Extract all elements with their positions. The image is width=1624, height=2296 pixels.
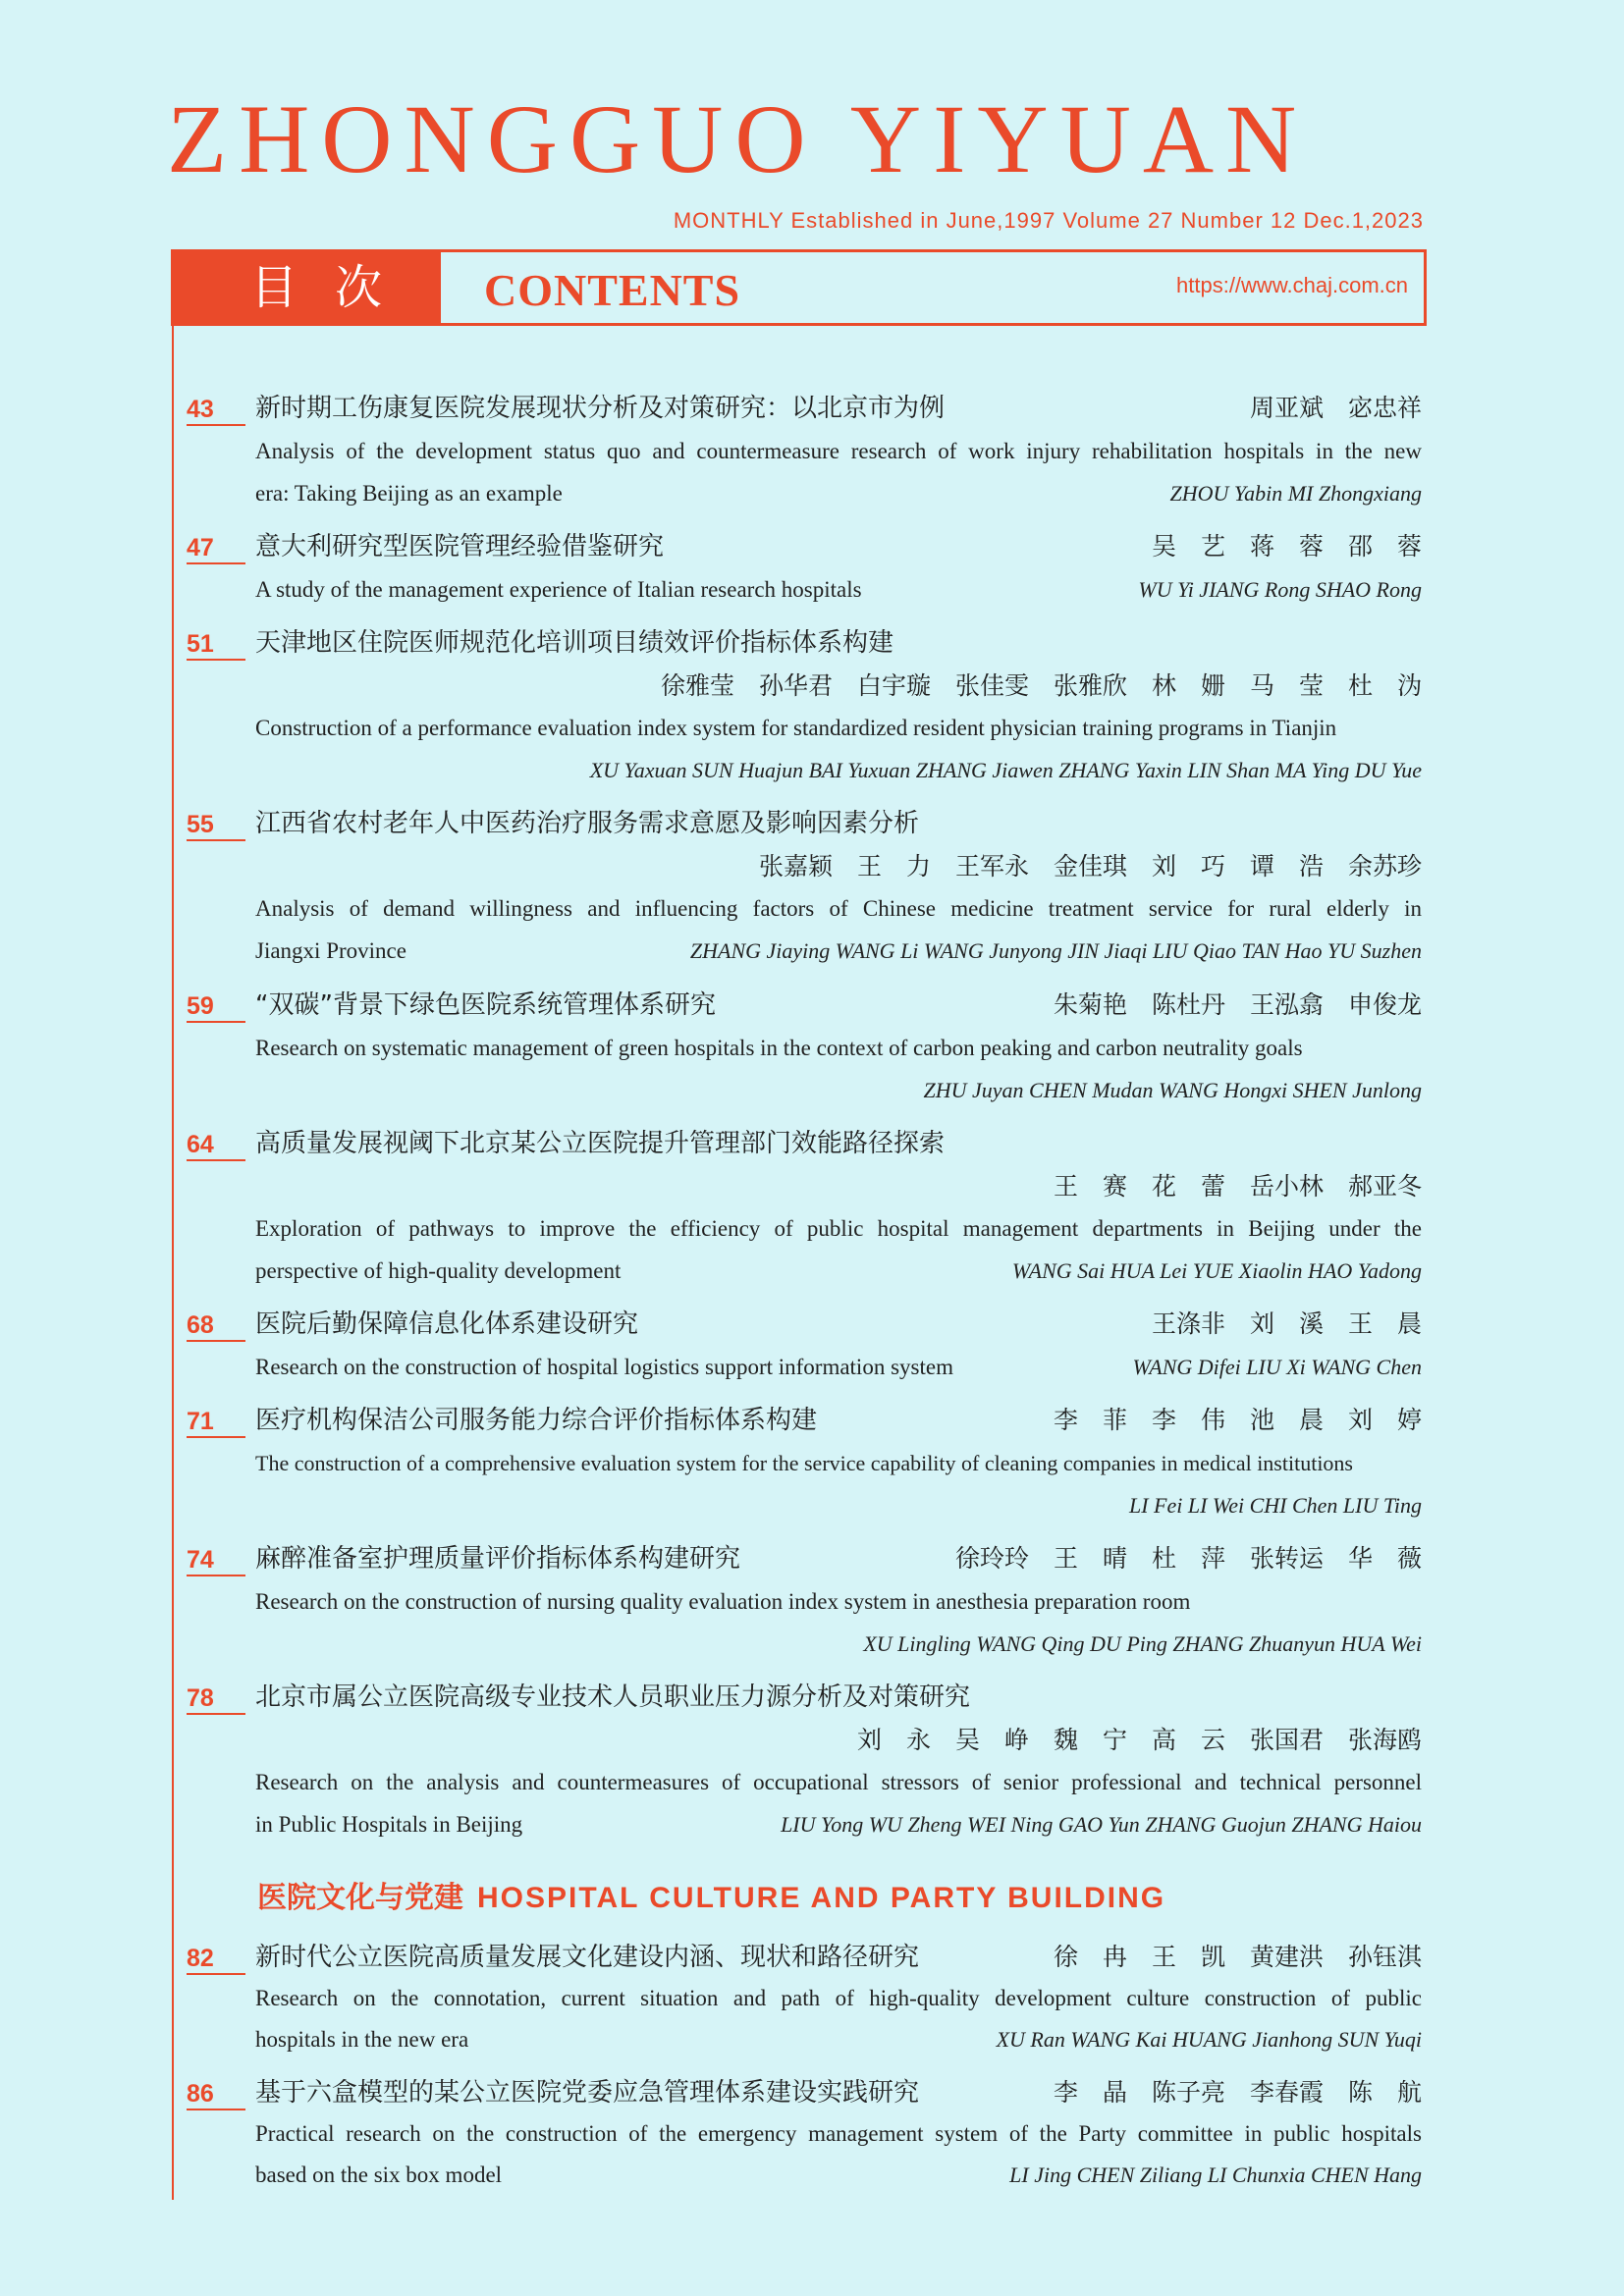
en-authors: WU Yi JIANG Rong SHAO Rong [1138, 577, 1422, 602]
en-title: Analysis of the development status quo and countermeasure research of work injury rehabilitation hospitals in the new [255, 439, 1422, 463]
page-number: 64 [187, 1130, 245, 1161]
page-number: 74 [187, 1545, 245, 1576]
page-number: 55 [187, 810, 245, 841]
en-title: Practical research on the construction of the emergency management system of the Party committee in public hospitals [255, 2121, 1422, 2146]
zh-authors: 张嘉颖 王 力 王军永 金佳琪 刘 巧 谭 浩 余苏珍 [758, 852, 1422, 881]
en-authors: ZHU Juyan CHEN Mudan WANG Hongxi SHEN Junlong [923, 1078, 1422, 1102]
zh-title: 北京市属公立医院高级专业技术人员职业压力源分析及对策研究 [255, 1682, 971, 1712]
en-title-cont: based on the six box model [255, 2163, 503, 2187]
left-rule [172, 323, 174, 2200]
en-title: Analysis of demand willingness and influencing factors of Chinese medicine treatment service for rural elderly in [255, 896, 1422, 921]
zh-authors: 徐雅莹 孙华君 白宇璇 张佳雯 张雅欣 林 姗 马 莹 杜 沩 [660, 671, 1422, 700]
en-authors: WANG Difei LIU Xi WANG Chen [1132, 1355, 1422, 1379]
page-number: 51 [187, 629, 245, 661]
en-title: Exploration of pathways to improve the efficiency of public hospital management departments in Beijing under the [255, 1216, 1422, 1241]
en-authors: ZHANG Jiaying WANG Li WANG Junyong JIN Jiaqi LIU Qiao TAN Hao YU Suzhen [689, 938, 1422, 963]
banner-en-title: CONTENTS [484, 265, 741, 315]
journal-masthead: ZHONGGUO YIYUAN [167, 84, 1309, 193]
zh-title: 高质量发展视阈下北京某公立医院提升管理部门效能路径探索 [255, 1129, 946, 1158]
page-number: 68 [187, 1310, 245, 1342]
page-number: 43 [187, 395, 245, 426]
page-number: 82 [187, 1944, 245, 1975]
zh-title: 医疗机构保洁公司服务能力综合评价指标体系构建 [255, 1406, 818, 1435]
en-title-cont: Jiangxi Province [255, 938, 406, 963]
zh-authors: 吴 艺 蒋 蓉 邵 蓉 [1151, 532, 1422, 561]
zh-authors: 刘 永 吴 峥 魏 宁 高 云 张国君 张海鸥 [856, 1726, 1422, 1754]
zh-title: 意大利研究型医院管理经验借鉴研究 [255, 532, 665, 561]
zh-title: 医院后勤保障信息化体系建设研究 [255, 1309, 639, 1339]
en-title: The construction of a comprehensive evaluation system for the service capability of cleaning companies in medical institutions [255, 1451, 1353, 1475]
en-title: Research on the connotation, current situation and path of high-quality development culture construction of public [255, 1986, 1422, 2010]
zh-authors: 徐 冉 王 凯 黄建洪 孙钰淇 [1053, 1943, 1422, 1971]
section-zh: 医院文化与党建 [257, 1881, 463, 1915]
en-title-cont: hospitals in the new era [255, 2027, 469, 2052]
en-title-cont: era: Taking Beijing as an example [255, 481, 563, 506]
en-title: Construction of a performance evaluation index system for standardized resident physician training programs in Tianjin [255, 716, 1337, 740]
zh-title: 天津地区住院医师规范化培训项目绩效评价指标体系构建 [255, 628, 894, 658]
zh-title: 基于六盒模型的某公立医院党委应急管理体系建设实践研究 [255, 2078, 920, 2108]
zh-title: “双碳”背景下绿色医院系统管理体系研究 [255, 990, 716, 1020]
section-en: HOSPITAL CULTURE AND PARTY BUILDING [477, 1882, 1166, 1914]
en-title: Research on the analysis and countermeasures of occupational stressors of senior professional and technical personnel [255, 1770, 1422, 1794]
page-number: 47 [187, 533, 245, 564]
zh-title: 新时期工伤康复医院发展现状分析及对策研究：以北京市为例 [255, 394, 946, 423]
en-title-cont: perspective of high-quality development [255, 1258, 622, 1283]
en-title: Research on the construction of hospital logistics support information system [255, 1355, 953, 1379]
en-authors: ZHOU Yabin MI Zhongxiang [1169, 481, 1422, 506]
zh-authors: 朱菊艳 陈杜丹 王泓翕 申俊龙 [1053, 990, 1422, 1019]
en-title: Research on systematic management of green hospitals in the context of carbon peaking and carbon neutrality goals [255, 1036, 1303, 1060]
zh-authors: 王 赛 花 蕾 岳小林 郝亚冬 [1053, 1172, 1422, 1201]
banner-zh-title: 目次 [174, 252, 441, 323]
zh-authors: 李 晶 陈子亮 李春霞 陈 航 [1053, 2078, 1422, 2107]
en-authors: XU Yaxuan SUN Huajun BAI Yuxuan ZHANG Jiawen ZHANG Yaxin LIN Shan MA Ying DU Yue [589, 758, 1422, 782]
en-authors: XU Ran WANG Kai HUANG Jianhong SUN Yuqi [996, 2027, 1422, 2052]
page-number: 71 [187, 1407, 245, 1438]
en-title: A study of the management experience of Italian research hospitals [255, 577, 862, 602]
issue-line: MONTHLY Established in June,1997 Volume 27 Number 12 Dec.1,2023 [673, 208, 1424, 233]
en-authors: LI Jing CHEN Ziliang LI Chunxia CHEN Hang [1009, 2163, 1422, 2187]
en-authors: WANG Sai HUA Lei YUE Xiaolin HAO Yadong [1011, 1258, 1422, 1283]
zh-title: 新时代公立医院高质量发展文化建设内涵、现状和路径研究 [255, 1943, 920, 1972]
zh-authors: 徐玲玲 王 晴 杜 萍 张转运 华 薇 [954, 1544, 1422, 1573]
journal-url-link[interactable]: https://www.chaj.com.cn [1176, 273, 1408, 297]
en-title: Research on the construction of nursing quality evaluation index system in anesthesia preparation room [255, 1589, 1191, 1614]
page-number: 86 [187, 2079, 245, 2110]
contents-banner [171, 249, 1427, 326]
page-number: 78 [187, 1683, 245, 1715]
zh-title: 麻醉准备室护理质量评价指标体系构建研究 [255, 1544, 741, 1574]
section-heading [257, 1873, 1165, 1916]
en-authors: LIU Yong WU Zheng WEI Ning GAO Yun ZHANG Guojun ZHANG Haiou [781, 1812, 1422, 1837]
en-title-cont: in Public Hospitals in Beijing [255, 1812, 523, 1837]
en-authors: XU Lingling WANG Qing DU Ping ZHANG Zhuanyun HUA Wei [863, 1631, 1422, 1656]
zh-authors: 王涤非 刘 溪 王 晨 [1151, 1309, 1422, 1338]
zh-authors: 周亚斌 宓忠祥 [1249, 394, 1422, 422]
zh-authors: 李 菲 李 伟 池 晨 刘 婷 [1053, 1406, 1422, 1434]
page-number: 59 [187, 991, 245, 1023]
zh-title: 江西省农村老年人中医药治疗服务需求意愿及影响因素分析 [255, 809, 920, 838]
en-authors: LI Fei LI Wei CHI Chen LIU Ting [1128, 1493, 1422, 1518]
